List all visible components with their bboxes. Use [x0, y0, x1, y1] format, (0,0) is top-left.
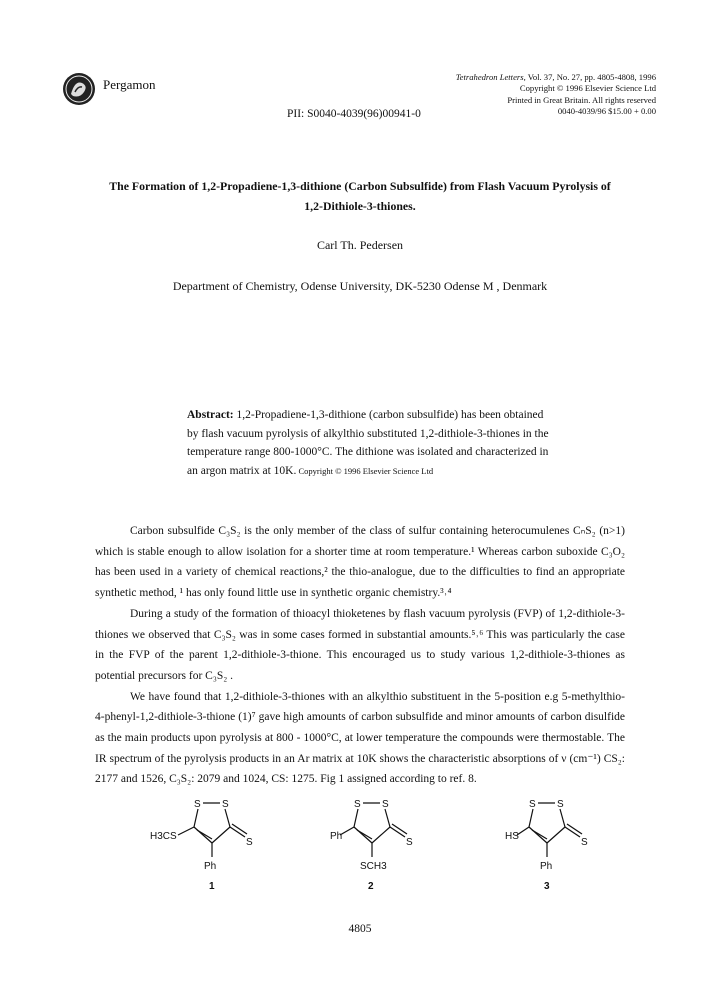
publisher-name: Pergamon — [103, 77, 156, 92]
copyright-line: Copyright © 1996 Elsevier Science Ltd — [519, 83, 656, 94]
compound-label: 2 — [368, 881, 374, 892]
svg-text:S: S — [194, 799, 201, 810]
substituent-left: H3CS — [150, 831, 177, 842]
affiliation: Department of Chemistry, Odense University, DK-5230 Odense M , Denmark — [172, 279, 548, 293]
substituent-bottom: Ph — [540, 861, 553, 872]
svg-text:S: S — [529, 799, 536, 810]
substituent-bottom: Ph — [204, 861, 217, 872]
svg-text:S: S — [222, 799, 229, 810]
substituent-left: Ph — [330, 831, 343, 842]
paper-title — [60, 176, 660, 216]
page-number: 4805 — [348, 923, 372, 935]
svg-text:S: S — [557, 799, 564, 810]
structure-2 — [330, 795, 440, 895]
title-line-2: 1,2-Dithiole-3-thiones. — [304, 199, 416, 213]
body-text — [95, 521, 625, 790]
paragraph-2: During a study of the formation of thioacyl thioketenes by flash vacuum pyrolysis (FVP) of 1,2-dithiole-3-thiones we observed that C₃S₂ was in some cases formed in substantial amounts.⁵˒⁶ This was particularly the case in the FVP of the parent 1,2-dithiole-3-thione. This encouraged us to study various 1,2-dithiole-3-thiones as potential precursors for C₃S₂ . — [95, 607, 625, 682]
publisher-logo-icon — [62, 72, 96, 106]
paragraph-1: Carbon subsulfide C₃S₂ is the only member of the class of sulfur containing heterocumulenes CₙS₂ (n>1) which is stable enough to allow isolation for a shorter time at room temperature.¹ Whereas carbon suboxide C₃O₂ has been used in a variety of chemical reactions,² the thio-analogue, due to the difficulties to find an appropriate synthetic method, ¹ has only found little use in synthetic organic chemistry.³˒⁴ — [95, 525, 625, 600]
structure-1 — [150, 795, 260, 895]
compound-label: 1 — [209, 881, 215, 892]
structure-3 — [505, 795, 615, 895]
title-line-1: The Formation of 1,2-Propadiene-1,3-dithione (Carbon Subsulfide) from Flash Vacuum Pyrolysis of — [109, 179, 611, 193]
author: Carl Th. Pedersen — [316, 238, 404, 252]
svg-text:S: S — [406, 837, 413, 848]
abstract-label: Abstract: — [187, 409, 234, 421]
compound-label: 3 — [544, 881, 550, 892]
journal-details: , Vol. 37, No. 27, pp. 4805-4808, 1996 — [523, 72, 656, 82]
abstract — [187, 406, 557, 480]
abstract-text: 1,2-Propadiene-1,3-dithione (carbon subsulfide) has been obtained by flash vacuum pyrolysis of alkylthio substituted 1,2-dithiole-3-thiones in the temperature range 800-1000°C. The dithione was isolated and characterized in an argon matrix at 10K. — [187, 409, 549, 477]
svg-text:S: S — [382, 799, 389, 810]
price-line: 0040-4039/96 $15.00 + 0.00 — [557, 106, 656, 117]
substituent-left: HS — [505, 831, 519, 842]
substituent-bottom: SCH3 — [360, 861, 387, 872]
svg-text:S: S — [581, 837, 588, 848]
svg-text:S: S — [354, 799, 361, 810]
svg-text:S: S — [246, 837, 253, 848]
structures-figure — [150, 795, 620, 895]
paragraph-3: We have found that 1,2-dithiole-3-thiones with an alkylthio substituent in the 5-position e.g 5-methylthio-4-phenyl-1,2-dithiole-3-thione (1)⁷ gave high amounts of carbon subsulfide and minor amounts of carbon disulfide as the main products upon pyrolysis at 800 - 1000°C, at lower temperature the compounds were thermostable. The IR spectrum of the pyrolysis products in an Ar matrix at 10K shows the characteristic absorptions of ν (cm⁻¹) CS₂: 2177 and 1526, C₃S₂: 2079 and 1024, CS: 1275. Fig 1 assigned according to ref. 8. — [95, 690, 625, 786]
printed-line: Printed in Great Britain. All rights reserved — [507, 94, 656, 105]
pii: PII: S0040-4039(96)00941-0 — [287, 108, 421, 120]
journal-name: Tetrahedron Letters — [455, 72, 524, 82]
abstract-copyright: Copyright © 1996 Elsevier Science Ltd — [296, 465, 434, 476]
